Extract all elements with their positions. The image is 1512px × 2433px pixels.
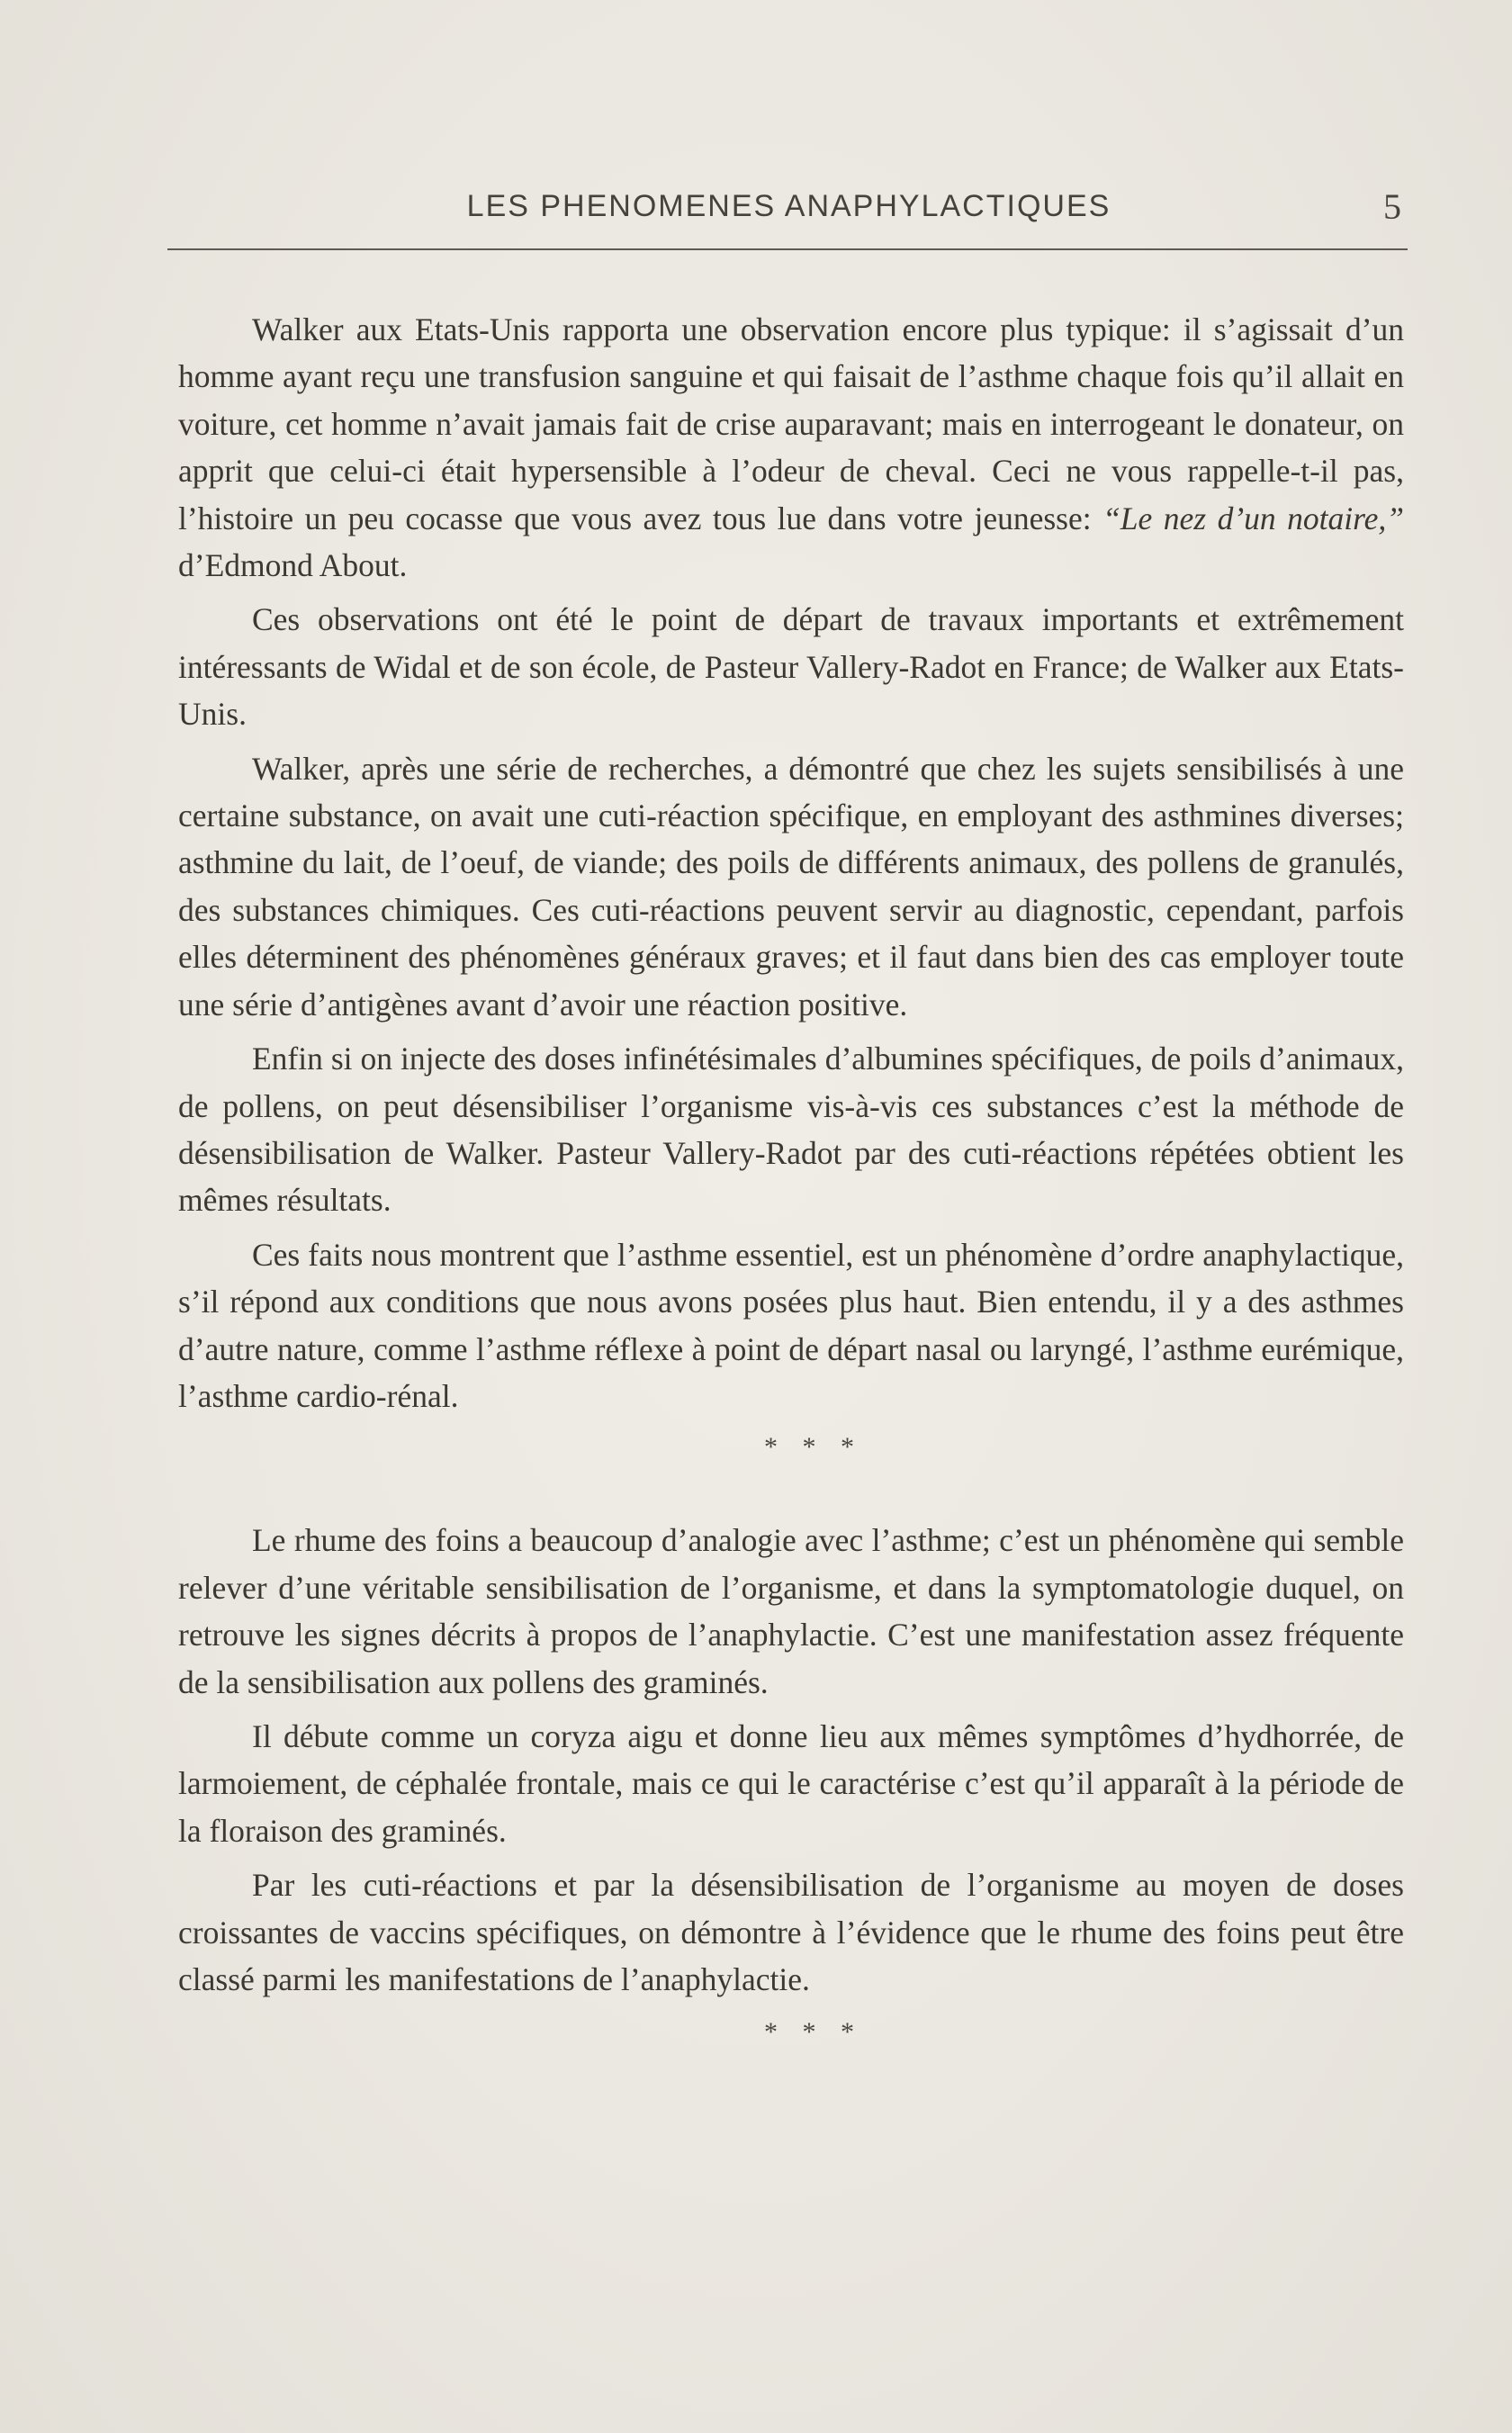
paragraph-rhume-des-foins: Le rhume des foins a beaucoup d’analogie avec l’asthme; c’est un phénomène qui semble relever d’une véritable sensibilisation de l’organisme, et dans la symptomatologie duquel, on retrouve les signes décrits à propos de l’anaphylactie. C’est une manifestation assez fréquente de la sensibilisation aux pollens des graminés. [178,1522,1404,1700]
section-separator: * * * [764,2017,863,2048]
paragraph-coryza: Il débute comme un coryza aigu et donne lieu aux mêmes symptômes d’hydhorrée, de larmoiement, de céphalée frontale, mais ce qui le caractérise c’est qu’il apparaît à la période de la floraison des graminés. [178,1717,1404,1849]
paragraph-observations: Ces observations ont été le point de départ de travaux importants et extrêmement intéressants de Widal et de son école, de Pasteur Vallery-Radot en France; de Walker aux Etats-Unis. [178,601,1404,733]
page-header [171,186,1407,234]
paragraph-walker-observation [178,306,1404,589]
section-separator: * * * [764,1432,863,1463]
quoted-title: “Le nez d’un notaire,” [1102,500,1404,536]
paragraph-text: Walker aux Etats-Unis rapporta une observation encore plus typique: il s’agissait d’un homme ayant reçu une transfusion sanguine et qui faisait de l’asthme chaque fois qu’il allait en voiture, cet homme n’avait jamais fait de crise auparavant; mais en interrogeant le donateur, on apprit que celui-ci était hypersensible à l’odeur de cheval. Ceci ne vous rappelle-t-il pas, l’histoire un peu cocasse que vous avez tous lue dans votre jeunesse: [178,311,1404,536]
page-number: 5 [1383,186,1401,227]
paragraph-cuti-reaction: Walker, après une série de recherches, a démontré que chez les sujets sensibilisés à une certaine substance, on avait une cuti-réaction spécifique, en employant des asthmines diverses; asthmine du lait, de l’oeuf, de viande; des poils de différents animaux, des pollens de granulés, des substances chimiques. Ces cuti-réactions peuvent servir au diagnostic, cependant, parfois elles déterminent des phénomènes généraux graves; et il faut dans bien des cas employer toute une série d’antigènes avant d’avoir une réaction positive. [178,750,1404,1023]
paragraph-vaccins: Par les cuti-réactions et par la désensibilisation de l’organisme au moyen de doses croissantes de vaccins spécifiques, on démontre à l’évidence que le rhume des foins peut être classé parmi les manifestations de l’anaphylactie. [178,1867,1404,1997]
paragraph-desensibilisation: Enfin si on injecte des doses infinétésimales d’albumines spécifiques, de poils d’animaux, de pollens, on peut désensibiliser l’organisme vis-à-vis ces substances c’est la méthode de désensibilisation de Walker. Pasteur Vallery-Radot par des cuti-réactions répétées obtient les mêmes résultats. [178,1041,1404,1219]
header-rule [167,248,1408,250]
paragraph-text: d’Edmond About. [178,547,408,584]
running-title: LES PHENOMENES ANAPHYLACTIQUES [466,189,1112,223]
paragraph-asthme-essentiel: Ces faits nous montrent que l’asthme essentiel, est un phénomène d’ordre anaphylactique, s’il répond aux conditions que nous avons posées plus haut. Bien entendu, il y a des asthmes d’autre nature, comme l’asthme réflexe à point de départ nasal ou laryngé, l’asthme eurémique, l’asthme cardio-rénal. [178,1236,1404,1414]
body-text [178,306,1404,2055]
